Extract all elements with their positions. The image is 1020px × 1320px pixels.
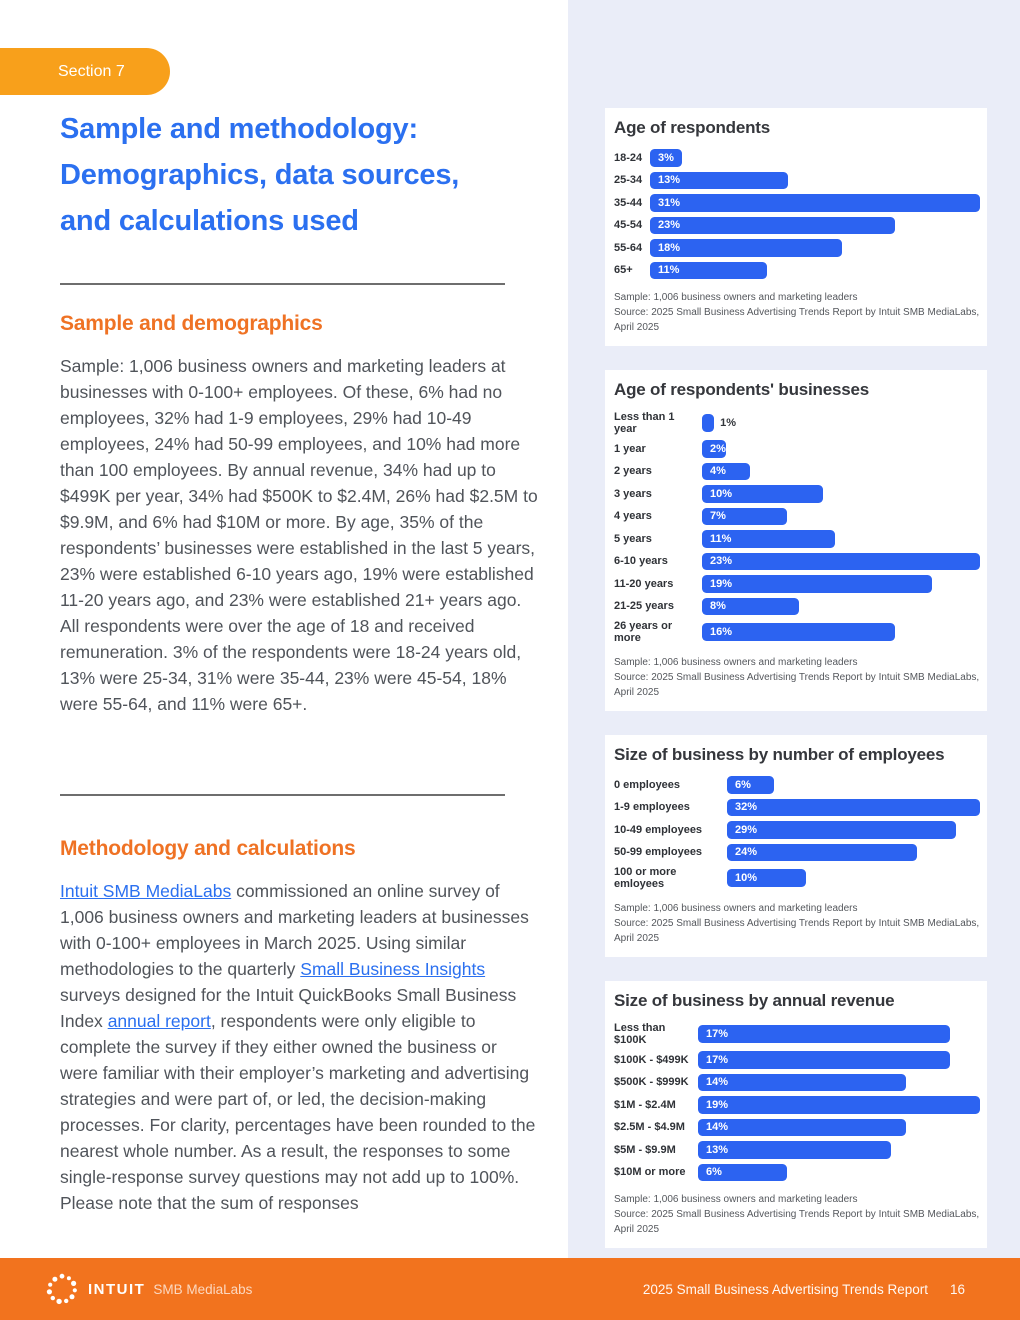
bar: [698, 1141, 891, 1159]
bar: [650, 239, 842, 257]
chart-sample-note: Sample: 1,006 business owners and marketing leaders: [614, 292, 858, 303]
bar: [727, 776, 774, 794]
chart-row: [614, 1096, 980, 1114]
chart-rows: [614, 149, 980, 279]
chart-source-note: Source: 2025 Small Business Advertising Trends Report by Intuit SMB MediaLabs, April 2025: [614, 918, 980, 944]
bar: [698, 1119, 906, 1137]
chart-row: [614, 463, 980, 481]
bar-area: [650, 239, 980, 257]
methodology-text: surveys designed for the Intuit QuickBooks Small Business Index: [60, 985, 517, 1031]
category-label: 1 year: [614, 442, 646, 455]
bar-area: [650, 172, 980, 190]
chart-row: [614, 1141, 980, 1159]
category-label: 3 years: [614, 487, 652, 500]
bar-value-label: 11%: [658, 264, 680, 277]
intuit-smb-medialabs-link[interactable]: Intuit SMB MediaLabs: [60, 881, 232, 901]
chart-row: [614, 485, 980, 503]
category-label: 2 years: [614, 465, 652, 478]
bar-value-label: 7%: [710, 510, 726, 523]
bar-area: [727, 844, 980, 862]
bar-value-label: 1%: [720, 417, 736, 429]
bar: [650, 172, 788, 190]
bar-area: [727, 869, 980, 887]
chart-rows: [614, 411, 980, 644]
page-number: 16: [949, 1281, 965, 1297]
charts-panel: [568, 0, 1020, 1258]
bar: [650, 217, 895, 235]
bar-area: [702, 463, 980, 481]
bar-value-label: 32%: [735, 801, 758, 814]
demographics-paragraph: Sample: 1,006 business owners and marketing leaders at businesses with 0-100+ employees. Of these, 6% had no employees, 32% had 1-9 employees, 29% had 10-49 employees, 24% had 50-99 employees, and 10% had more than 100 employees. By annual revenue, 34% had up to $499K per year, 34% had $500K to $2.4M, 26% had $2.5M to $9.9M, and 6% had $10M or more. By age, 35% of the respondents’ businesses were established in the last 5 years, 23% were established 6-10 years ago, 19% were established 11-20 years ago, and 23% were established 21+ years ago. All respondents were over the age of 18 and received remuneration. 3% of the respondents were 18-24 years old, 13% were 25-34, 31% were 35-44, 23% were 45-54, 18% were 55-64, and 11% were 65+.: [60, 356, 538, 714]
category-label: 6-10 years: [614, 555, 668, 568]
chart-source-note: Source: 2025 Small Business Advertising Trends Report by Intuit SMB MediaLabs, April 2025: [614, 1209, 980, 1235]
chart-rows: [614, 1022, 980, 1181]
bar-value-label: 2%: [710, 442, 726, 455]
bar-area: [702, 508, 980, 526]
bar-area: [698, 1119, 980, 1137]
bar: [702, 440, 726, 458]
category-label: $1M - $2.4M: [614, 1098, 676, 1111]
category-label: 10-49 employees: [614, 823, 703, 836]
category-label: 4 years: [614, 510, 652, 523]
bar: [650, 149, 682, 167]
methodology-heading: Methodology and calculations: [60, 837, 356, 860]
category-label: 25-34: [614, 174, 643, 187]
divider: [60, 283, 505, 285]
chart-row: [614, 508, 980, 526]
section-tab: [0, 48, 170, 95]
bar-value-label: 18%: [658, 241, 681, 254]
annual-report-link[interactable]: annual report: [107, 1011, 211, 1031]
bar-value-label: 19%: [706, 1098, 729, 1111]
bar-value-label: 16%: [710, 626, 733, 638]
bar-value-label: 10%: [710, 487, 733, 500]
chart-row: [614, 866, 980, 890]
chart-row: [614, 172, 980, 190]
bar: [698, 1051, 950, 1069]
divider: [60, 794, 505, 796]
bar-area: [702, 414, 980, 432]
methodology-text: commissioned an online survey of 1,006 business owners and marketing leaders at businesses with 0-100+ employees in March 2025. Using similar methodologies to the quarterly: [60, 881, 529, 979]
bar: [727, 799, 980, 817]
bar-area: [702, 485, 980, 503]
bar-area: [650, 217, 980, 235]
section-tab-label: Section 7: [58, 62, 125, 80]
category-label: Less than 1 year: [614, 411, 675, 435]
chart-row: [614, 1051, 980, 1069]
bar-area: [702, 530, 980, 548]
bar-area: [698, 1074, 980, 1092]
bar: [727, 821, 956, 839]
chart-title: Age of respondents: [614, 118, 771, 137]
methodology-paragraph: [60, 878, 538, 1216]
bar-area: [698, 1096, 980, 1114]
bar: [727, 844, 917, 862]
chart-card-age-of-respondents: [605, 108, 987, 346]
bar-area: [698, 1051, 980, 1069]
bar: [702, 485, 823, 503]
chart-row: [614, 575, 980, 593]
chart-row: [614, 598, 980, 616]
category-label: 0 employees: [614, 778, 681, 791]
demographics-heading: Sample and demographics: [60, 312, 323, 335]
bar-area: [702, 623, 980, 641]
bar-value-label: 6%: [706, 1166, 722, 1179]
dotted-circle-icon: [45, 1272, 79, 1306]
bar-value-label: 8%: [710, 600, 726, 613]
bar: [702, 575, 932, 593]
bar: [702, 414, 714, 432]
chart-row: [614, 821, 980, 839]
page-title-line: Sample and methodology:: [60, 113, 418, 145]
chart-row: [614, 1119, 980, 1137]
category-label: 65+: [614, 264, 633, 277]
page-title-line: and calculations used: [60, 205, 359, 237]
bar-value-label: 13%: [706, 1143, 729, 1156]
bar-value-label: 24%: [735, 846, 758, 859]
category-label: $10M or more: [614, 1166, 686, 1179]
bar-value-label: 14%: [706, 1076, 729, 1089]
bar-value-label: 23%: [658, 219, 681, 232]
bar-area: [650, 262, 980, 280]
chart-card-business-size-employees: [605, 735, 987, 957]
chart-sample-note: Sample: 1,006 business owners and marketing leaders: [614, 657, 858, 668]
bar-value-label: 4%: [710, 465, 726, 478]
category-label: 55-64: [614, 241, 643, 254]
brand-name: INTUIT: [88, 1280, 146, 1298]
page-footer: [0, 1258, 1020, 1320]
chart-source-note: Source: 2025 Small Business Advertising Trends Report by Intuit SMB MediaLabs, April 2025: [614, 672, 980, 698]
page-title: [60, 106, 538, 244]
category-label: 5 years: [614, 532, 652, 545]
bar: [698, 1164, 787, 1182]
chart-row: [614, 194, 980, 212]
page-title-line: Demographics, data sources,: [60, 159, 460, 191]
bar-area: [727, 776, 980, 794]
chart-title: Size of business by number of employees: [614, 745, 945, 764]
bar-area: [702, 440, 980, 458]
bar: [727, 869, 806, 887]
bar-area: [727, 821, 980, 839]
chart-row: [614, 620, 980, 644]
bar-area: [698, 1164, 980, 1182]
bar-value-label: 17%: [706, 1053, 729, 1066]
bar-value-label: 3%: [658, 151, 674, 164]
chart-row: [614, 1022, 980, 1046]
bar-value-label: 17%: [706, 1028, 729, 1040]
intuit-medialabs-logo: [45, 1272, 252, 1306]
category-label: Less than $100K: [614, 1022, 666, 1046]
chart-sample-note: Sample: 1,006 business owners and marketing leaders: [614, 1194, 858, 1205]
category-label: 45-54: [614, 219, 643, 232]
bar: [698, 1025, 950, 1043]
chart-row: [614, 149, 980, 167]
brand-suffix: SMB MediaLabs: [153, 1281, 253, 1297]
bar-value-label: 10%: [735, 872, 758, 884]
small-business-insights-link[interactable]: Small Business Insights: [300, 959, 486, 979]
chart-card-age-of-businesses: [605, 370, 987, 711]
chart-source-note: Source: 2025 Small Business Advertising Trends Report by Intuit SMB MediaLabs, April 2025: [614, 307, 980, 333]
chart-row: [614, 1164, 980, 1182]
bar: [702, 598, 799, 616]
bar-area: [698, 1141, 980, 1159]
chart-row: [614, 411, 980, 435]
chart-row: [614, 844, 980, 862]
chart-rows: [614, 776, 980, 890]
category-label: $100K - $499K: [614, 1053, 689, 1066]
chart-row: [614, 440, 980, 458]
chart-row: [614, 262, 980, 280]
bar-area: [698, 1025, 980, 1043]
bar: [650, 262, 767, 280]
category-label: 21-25 years: [614, 600, 674, 613]
bar-area: [702, 575, 980, 593]
category-label: 11-20 years: [614, 577, 674, 590]
bar-value-label: 11%: [710, 532, 732, 545]
chart-row: [614, 530, 980, 548]
bar: [698, 1096, 980, 1114]
chart-row: [614, 1074, 980, 1092]
bar-value-label: 13%: [658, 174, 681, 187]
bar: [702, 508, 787, 526]
bar: [650, 194, 980, 212]
methodology-text: , respondents were only eligible to complete the survey if they either owned the business or were familiar with their employer’s marketing and advertising strategies and were part of, or led, the decision-making processes. For clarity, percentages have been rounded to the nearest whole number. As a result, the responses to some single-response survey questions may not add up to 100%. Please note that the sum of responses: [60, 1011, 536, 1213]
bar-value-label: 31%: [658, 196, 681, 209]
bar-value-label: 23%: [710, 555, 733, 568]
chart-row: [614, 217, 980, 235]
chart-title: Size of business by annual revenue: [614, 991, 895, 1010]
chart-row: [614, 239, 980, 257]
bar-area: [727, 799, 980, 817]
category-label: 50-99 employees: [614, 846, 703, 859]
chart-title: Age of respondents' businesses: [614, 380, 869, 399]
category-label: 18-24: [614, 151, 643, 164]
category-label: 26 years or more: [614, 620, 673, 644]
bar-value-label: 19%: [710, 577, 733, 590]
category-label: $500K - $999K: [614, 1076, 689, 1089]
bar-area: [702, 598, 980, 616]
category-label: 100 or more emloyees: [614, 866, 677, 890]
bar-area: [650, 149, 980, 167]
bar-value-label: 6%: [735, 778, 751, 791]
chart-row: [614, 776, 980, 794]
category-label: 1-9 employees: [614, 801, 690, 814]
report-title: 2025 Small Business Advertising Trends Report: [642, 1281, 928, 1297]
category-label: $2.5M - $4.9M: [614, 1121, 685, 1134]
footer-report-title: [643, 1282, 965, 1297]
chart-row: [614, 799, 980, 817]
bar: [702, 463, 750, 481]
bar-value-label: 14%: [706, 1121, 729, 1134]
bar-value-label: 29%: [735, 823, 758, 836]
bar: [702, 623, 895, 641]
bar: [702, 553, 980, 571]
category-label: 35-44: [614, 196, 643, 209]
bar-area: [702, 553, 980, 571]
chart-card-business-size-revenue: [605, 981, 987, 1248]
chart-sample-note: Sample: 1,006 business owners and marketing leaders: [614, 903, 858, 914]
category-label: $5M - $9.9M: [614, 1143, 676, 1156]
chart-row: [614, 553, 980, 571]
bar: [702, 530, 835, 548]
bar-area: [650, 194, 980, 212]
bar: [698, 1074, 906, 1092]
